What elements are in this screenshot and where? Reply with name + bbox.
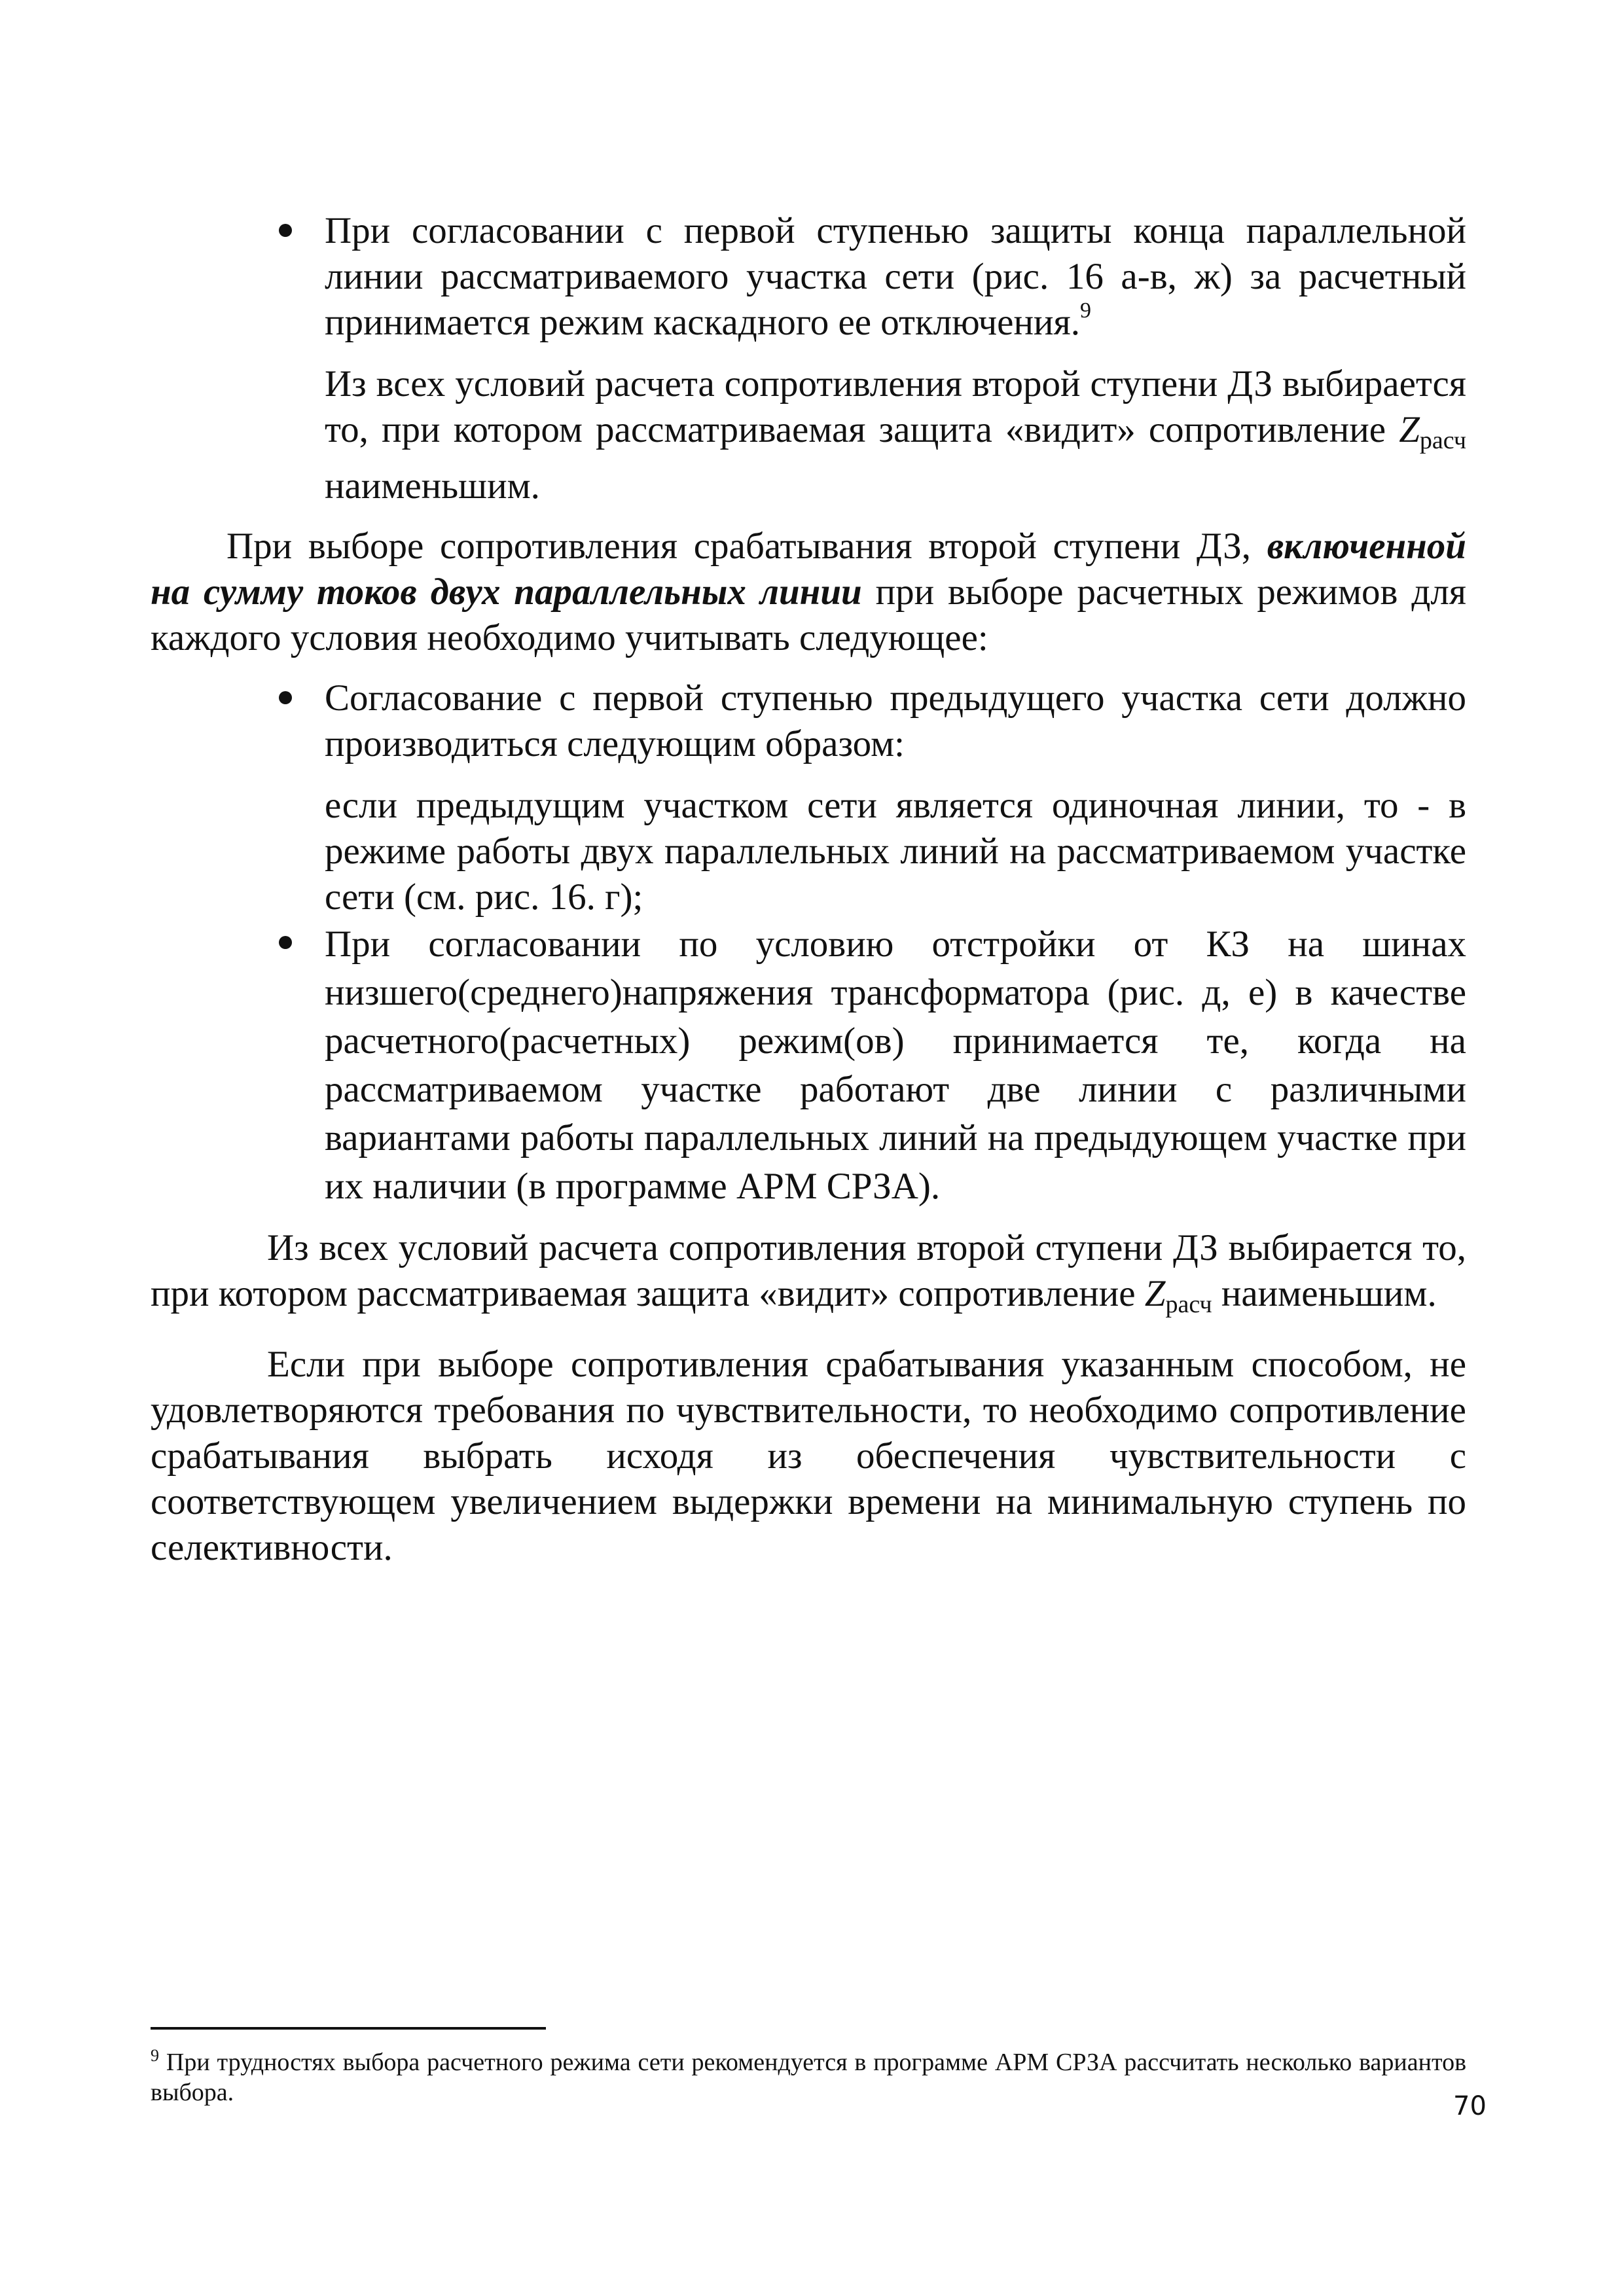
z-subscript: расч	[1419, 427, 1467, 454]
bullet-item-2	[151, 675, 1466, 767]
bullet-1-followup	[151, 361, 1466, 509]
bullet-2-text: Согласование с первой ступенью предыдущего участка сети должно производиться следующим образом:	[325, 677, 1466, 764]
paragraph-1	[151, 524, 1466, 661]
footnote-text: При трудностях выбора расчетного режима сети рекомендуется в программе АРМ СРЗА рассчитать несколько вариантов выбора.	[151, 2049, 1467, 2106]
footnote-number: 9	[151, 2046, 159, 2065]
bullet-2-followup: если предыдущим участком сети является одиночная линии, то - в режиме работы двух параллельных линий на рассматриваемом участке сети (см. рис. 16. г);	[325, 785, 1466, 918]
bullet-icon	[279, 224, 292, 237]
bullet-1-followup-end: наименьшим.	[325, 465, 540, 507]
bullet-1-followup-text: Из всех условий расчета сопротивления второй ступени ДЗ выбирается то, при котором рассматриваемая защита «видит» сопротивление	[325, 363, 1466, 450]
footnote	[151, 2047, 1466, 2108]
body-text	[151, 208, 1466, 1571]
footnote-ref: 9	[1079, 298, 1091, 323]
paragraph-3: Если при выборе сопротивления срабатывания указанным способом, не удовлетворяются требования по чувствительности, то необходимо сопротивление срабатывания выбрать исходя из обеспечения чувствительности с соответствующем увеличением выдержки времени на минимальную ступень по селективности.	[151, 1344, 1466, 1568]
emphasis-text: включенной на сумму токов двух параллельных линии	[151, 526, 1467, 613]
paragraph-2-text: Из всех условий расчета сопротивления второй ступени ДЗ выбирается то, при котором рассматриваемая защита «видит» сопротивление	[151, 1227, 1466, 1314]
page-number: 70	[1453, 2091, 1487, 2121]
footnote-divider	[151, 2027, 546, 2030]
bullet-item-1	[151, 208, 1466, 346]
z-symbol: Z	[1144, 1273, 1166, 1314]
bullet-icon	[279, 691, 292, 704]
z-symbol: Z	[1399, 409, 1420, 450]
paragraph-2-end: наименьшим.	[1221, 1273, 1437, 1314]
z-subscript: расч	[1165, 1291, 1212, 1318]
bullet-icon	[279, 936, 292, 949]
paragraph-1-text-start: При выборе сопротивления срабатывания второй ступени ДЗ,	[226, 526, 1252, 567]
paragraph-2	[151, 1225, 1466, 1327]
bullet-3-text: При согласовании по условию отстройки от КЗ на шинах низшего(среднего)напряжения трансформатора (рис. д, е) в качестве расчетного(расчетных) режим(ов) принимается те, когда на рассматриваемом участке работают две линии с различными вариантами работы параллельных линий на предыдующем участке при их наличии (в программе АРМ СРЗА).	[325, 924, 1466, 1207]
paragraph-1-text-end: при выборе расчетных режимов для каждого условия необходимо учитывать следующее:	[151, 571, 1466, 658]
bullet-item-3	[151, 920, 1466, 1211]
bullet-1-text: При согласовании с первой ступенью защиты конца параллельной линии рассматриваемого участка сети (рис. 16 а-в, ж) за расчетный принимается режим каскадного ее отключения.	[325, 210, 1466, 343]
